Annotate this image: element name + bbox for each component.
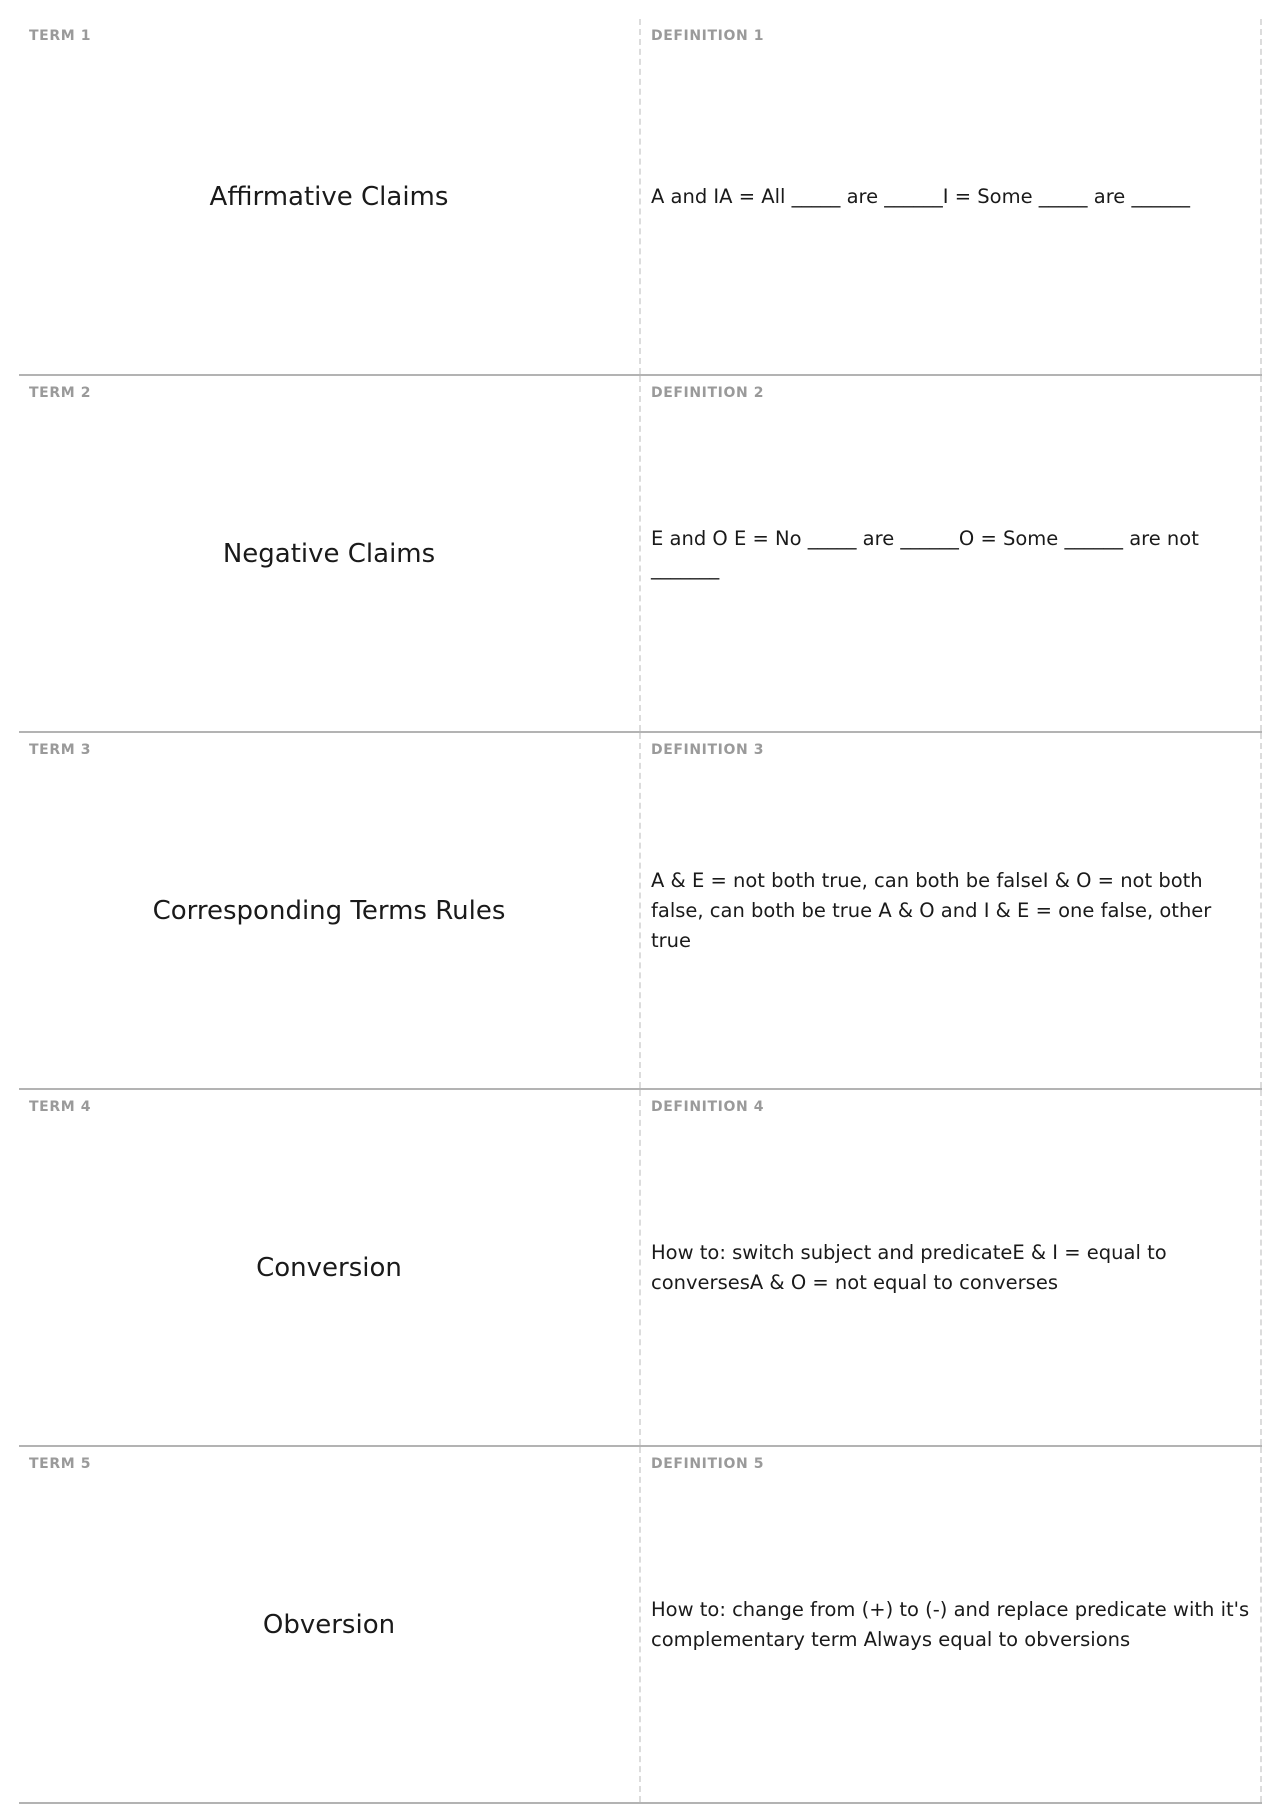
definition-cell (641, 1090, 1262, 1445)
term-label: TERM 3 (29, 742, 92, 758)
flashcard-row (19, 19, 1262, 376)
definition-cell (641, 1447, 1262, 1802)
term-text: Affirmative Claims (209, 181, 449, 212)
term-text: Obversion (262, 1609, 396, 1640)
term-cell (19, 733, 641, 1088)
term-text: Negative Claims (222, 538, 436, 569)
term-cell (19, 1447, 641, 1802)
flashcard-row (19, 733, 1262, 1090)
flashcard-sheet (19, 19, 1262, 1804)
definition-cell (641, 376, 1262, 731)
flashcard-row (19, 1447, 1262, 1804)
flashcard-row (19, 1090, 1262, 1447)
definition-cell (641, 733, 1262, 1088)
term-text: Conversion (256, 1252, 402, 1283)
definition-text: E and O E = No _____ are ______O = Some ______ are not _______ (651, 526, 1199, 580)
term-label: TERM 5 (29, 1456, 92, 1472)
definition-label: DEFINITION 3 (651, 742, 765, 758)
definition-label: DEFINITION 2 (651, 385, 765, 401)
term-cell (19, 19, 641, 374)
definition-text: A & E = not both true, can both be falseI & O = not both false, can both be true A & O and I & E = one false, other true (651, 868, 1212, 952)
flashcard-row (19, 376, 1262, 733)
term-label: TERM 1 (29, 28, 92, 44)
definition-label: DEFINITION 1 (651, 28, 765, 44)
definition-text: A and IA = All _____ are ______I = Some _____ are ______ (651, 184, 1190, 208)
term-cell (19, 1090, 641, 1445)
term-text: Corresponding Terms Rules (152, 895, 506, 926)
definition-text: How to: switch subject and predicateE & I = equal to conversesA & O = not equal to converses (651, 1240, 1167, 1294)
definition-cell (641, 19, 1262, 374)
definition-label: DEFINITION 4 (651, 1099, 765, 1115)
term-label: TERM 2 (29, 385, 92, 401)
definition-label: DEFINITION 5 (651, 1456, 765, 1472)
term-label: TERM 4 (29, 1099, 92, 1115)
definition-text: How to: change from (+) to (-) and replace predicate with it's complementary term Always equal to obversions (651, 1597, 1250, 1651)
term-cell (19, 376, 641, 731)
